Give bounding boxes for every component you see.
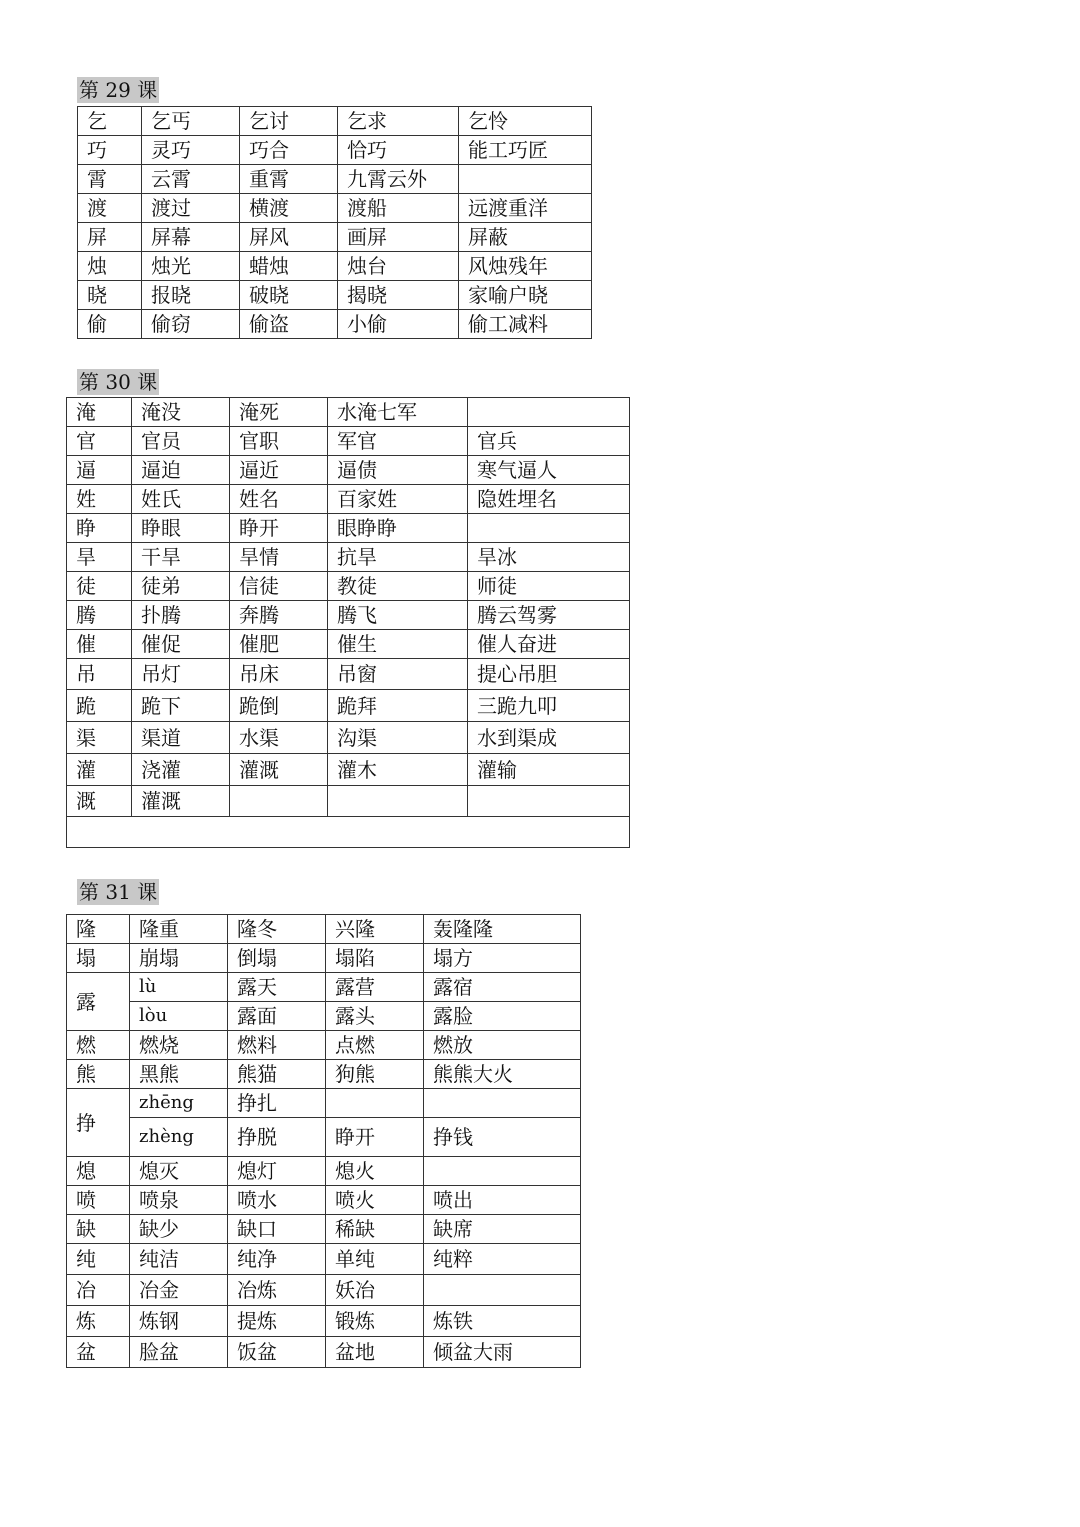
word-cell: 云霄 bbox=[142, 165, 240, 194]
word-cell: 露脸 bbox=[424, 1002, 581, 1031]
lesson-31-heading: 第 31 课 bbox=[79, 880, 158, 904]
lesson-30-table bbox=[66, 397, 630, 848]
word-cell: 腾云驾雾 bbox=[468, 601, 630, 630]
table-row bbox=[67, 1157, 581, 1186]
word-cell: 点燃 bbox=[326, 1031, 424, 1060]
word-cell: 旱冰 bbox=[468, 543, 630, 572]
word-cell: 妖冶 bbox=[326, 1275, 424, 1306]
word-cell: 冶金 bbox=[130, 1275, 228, 1306]
character-cell: 纯 bbox=[67, 1244, 130, 1275]
word-cell: 徒弟 bbox=[132, 572, 230, 601]
word-cell: 百家姓 bbox=[328, 485, 468, 514]
character-cell: 溉 bbox=[67, 786, 132, 817]
character-cell: 喷 bbox=[67, 1186, 130, 1215]
table-row bbox=[67, 1089, 581, 1118]
word-cell: 燃放 bbox=[424, 1031, 581, 1060]
word-cell: 跪倒 bbox=[230, 690, 328, 722]
word-cell: 淹没 bbox=[132, 398, 230, 427]
word-cell: 揭晓 bbox=[338, 281, 459, 310]
word-cell: 官兵 bbox=[468, 427, 630, 456]
word-cell: 催肥 bbox=[230, 630, 328, 659]
word-cell: 干旱 bbox=[132, 543, 230, 572]
word-cell: 乞讨 bbox=[240, 107, 338, 136]
table-row bbox=[67, 514, 630, 543]
word-cell: 冶炼 bbox=[228, 1275, 326, 1306]
word-cell: 狗熊 bbox=[326, 1060, 424, 1089]
word-cell: 乞怜 bbox=[459, 107, 592, 136]
word-cell: 灌输 bbox=[468, 754, 630, 786]
table-row bbox=[78, 310, 592, 339]
word-cell: 恰巧 bbox=[338, 136, 459, 165]
word-cell: 稀缺 bbox=[326, 1215, 424, 1244]
lesson-29-table bbox=[77, 106, 592, 339]
word-cell: 信徒 bbox=[230, 572, 328, 601]
character-cell: 挣 bbox=[67, 1089, 130, 1157]
word-cell: 远渡重洋 bbox=[459, 194, 592, 223]
word-cell: 露营 bbox=[326, 973, 424, 1002]
table-row bbox=[78, 252, 592, 281]
word-cell: 九霄云外 bbox=[338, 165, 459, 194]
table-row bbox=[78, 281, 592, 310]
word-cell: 师徒 bbox=[468, 572, 630, 601]
table-row bbox=[67, 1244, 581, 1275]
word-cell: 倾盆大雨 bbox=[424, 1337, 581, 1368]
character-cell: 渠 bbox=[67, 722, 132, 754]
character-cell: 缺 bbox=[67, 1215, 130, 1244]
character-cell: 旱 bbox=[67, 543, 132, 572]
word-cell: 逼迫 bbox=[132, 456, 230, 485]
pinyin-cell: lòu bbox=[130, 1002, 228, 1031]
character-cell: 隆 bbox=[67, 915, 130, 944]
word-cell: 灌溉 bbox=[132, 786, 230, 817]
word-cell: 隐姓埋名 bbox=[468, 485, 630, 514]
word-cell: 风烛残年 bbox=[459, 252, 592, 281]
word-cell: 燃料 bbox=[228, 1031, 326, 1060]
character-cell: 巧 bbox=[78, 136, 142, 165]
table-row bbox=[67, 1275, 581, 1306]
table-row bbox=[78, 136, 592, 165]
word-cell: 渡过 bbox=[142, 194, 240, 223]
character-cell: 偷 bbox=[78, 310, 142, 339]
character-cell: 塌 bbox=[67, 944, 130, 973]
word-cell: 纯洁 bbox=[130, 1244, 228, 1275]
table-row bbox=[67, 754, 630, 786]
lesson-31-table bbox=[66, 914, 581, 1368]
table-row bbox=[67, 456, 630, 485]
table-row bbox=[67, 543, 630, 572]
table-row bbox=[67, 1306, 581, 1337]
word-cell: 渡船 bbox=[338, 194, 459, 223]
table-row bbox=[67, 1031, 581, 1060]
word-cell: 偷工减料 bbox=[459, 310, 592, 339]
word-cell: 睁眼 bbox=[132, 514, 230, 543]
word-cell: 屏幕 bbox=[142, 223, 240, 252]
word-cell: 熊熊大火 bbox=[424, 1060, 581, 1089]
table-row bbox=[67, 572, 630, 601]
character-cell: 屏 bbox=[78, 223, 142, 252]
pinyin-cell: lù bbox=[130, 973, 228, 1002]
table-row bbox=[67, 944, 581, 973]
word-cell: 兴隆 bbox=[326, 915, 424, 944]
word-cell: 灌木 bbox=[328, 754, 468, 786]
table-row bbox=[67, 485, 630, 514]
word-cell: 官职 bbox=[230, 427, 328, 456]
word-cell: 屏风 bbox=[240, 223, 338, 252]
pinyin-cell: zhēng bbox=[130, 1089, 228, 1118]
word-cell: 缺少 bbox=[130, 1215, 228, 1244]
word-cell: 奔腾 bbox=[230, 601, 328, 630]
table-row bbox=[67, 630, 630, 659]
word-cell bbox=[468, 786, 630, 817]
word-cell: 熄灯 bbox=[228, 1157, 326, 1186]
word-cell: 抗旱 bbox=[328, 543, 468, 572]
table-row bbox=[67, 786, 630, 817]
word-cell: 喷水 bbox=[228, 1186, 326, 1215]
word-cell: 缺口 bbox=[228, 1215, 326, 1244]
table-row bbox=[78, 223, 592, 252]
word-cell bbox=[468, 398, 630, 427]
word-cell: 纯净 bbox=[228, 1244, 326, 1275]
word-cell: 挣扎 bbox=[228, 1089, 326, 1118]
character-cell: 跪 bbox=[67, 690, 132, 722]
word-cell: 喷泉 bbox=[130, 1186, 228, 1215]
character-cell: 露 bbox=[67, 973, 130, 1031]
word-cell: 提心吊胆 bbox=[468, 659, 630, 690]
character-cell: 燃 bbox=[67, 1031, 130, 1060]
character-cell: 炼 bbox=[67, 1306, 130, 1337]
word-cell: 盆地 bbox=[326, 1337, 424, 1368]
word-cell: 姓氏 bbox=[132, 485, 230, 514]
word-cell: 睁开 bbox=[230, 514, 328, 543]
word-cell: 破晓 bbox=[240, 281, 338, 310]
word-cell: 熊猫 bbox=[228, 1060, 326, 1089]
word-cell: 熄灭 bbox=[130, 1157, 228, 1186]
character-cell: 熊 bbox=[67, 1060, 130, 1089]
word-cell: 塌方 bbox=[424, 944, 581, 973]
word-cell bbox=[328, 786, 468, 817]
word-cell: 浇灌 bbox=[132, 754, 230, 786]
word-cell: 跪拜 bbox=[328, 690, 468, 722]
word-cell: 脸盆 bbox=[130, 1337, 228, 1368]
word-cell: 官员 bbox=[132, 427, 230, 456]
table-row bbox=[67, 690, 630, 722]
word-cell: 乞丐 bbox=[142, 107, 240, 136]
word-cell: 露头 bbox=[326, 1002, 424, 1031]
table-row bbox=[67, 398, 630, 427]
word-cell: 画屏 bbox=[338, 223, 459, 252]
word-cell: 倒塌 bbox=[228, 944, 326, 973]
word-cell: 报晓 bbox=[142, 281, 240, 310]
lesson-30-heading: 第 30 课 bbox=[79, 370, 158, 394]
character-cell: 淹 bbox=[67, 398, 132, 427]
word-cell bbox=[459, 165, 592, 194]
character-cell: 官 bbox=[67, 427, 132, 456]
word-cell: 屏蔽 bbox=[459, 223, 592, 252]
word-cell: 水到渠成 bbox=[468, 722, 630, 754]
word-cell: 寒气逼人 bbox=[468, 456, 630, 485]
word-cell: 挣钱 bbox=[424, 1118, 581, 1157]
character-cell: 冶 bbox=[67, 1275, 130, 1306]
word-cell: 沟渠 bbox=[328, 722, 468, 754]
word-cell: 吊窗 bbox=[328, 659, 468, 690]
character-cell: 腾 bbox=[67, 601, 132, 630]
word-cell: 灵巧 bbox=[142, 136, 240, 165]
word-cell: 塌陷 bbox=[326, 944, 424, 973]
word-cell: 纯粹 bbox=[424, 1244, 581, 1275]
table-row bbox=[67, 601, 630, 630]
table-row bbox=[67, 722, 630, 754]
word-cell: 家喻户晓 bbox=[459, 281, 592, 310]
word-cell: 露面 bbox=[228, 1002, 326, 1031]
word-cell: 水渠 bbox=[230, 722, 328, 754]
character-cell: 熄 bbox=[67, 1157, 130, 1186]
word-cell: 旱情 bbox=[230, 543, 328, 572]
table-row bbox=[67, 1186, 581, 1215]
word-cell: 锻炼 bbox=[326, 1306, 424, 1337]
word-cell: 隆重 bbox=[130, 915, 228, 944]
word-cell: 跪下 bbox=[132, 690, 230, 722]
word-cell: 炼铁 bbox=[424, 1306, 581, 1337]
word-cell: 乞求 bbox=[338, 107, 459, 136]
table-row bbox=[67, 915, 581, 944]
table-row bbox=[67, 1002, 581, 1031]
word-cell bbox=[230, 786, 328, 817]
word-cell: 挣脱 bbox=[228, 1118, 326, 1157]
word-cell: 偷盗 bbox=[240, 310, 338, 339]
word-cell: 渠道 bbox=[132, 722, 230, 754]
word-cell: 三跪九叩 bbox=[468, 690, 630, 722]
word-cell: 轰隆隆 bbox=[424, 915, 581, 944]
word-cell: 姓名 bbox=[230, 485, 328, 514]
word-cell bbox=[468, 514, 630, 543]
character-cell: 烛 bbox=[78, 252, 142, 281]
word-cell: 偷窃 bbox=[142, 310, 240, 339]
word-cell: 教徒 bbox=[328, 572, 468, 601]
word-cell bbox=[424, 1157, 581, 1186]
word-cell: 吊灯 bbox=[132, 659, 230, 690]
word-cell: 能工巧匠 bbox=[459, 136, 592, 165]
word-cell: 烛台 bbox=[338, 252, 459, 281]
character-cell: 渡 bbox=[78, 194, 142, 223]
word-cell bbox=[424, 1089, 581, 1118]
table-row bbox=[67, 659, 630, 690]
word-cell: 横渡 bbox=[240, 194, 338, 223]
word-cell: 露宿 bbox=[424, 973, 581, 1002]
table-row bbox=[67, 973, 581, 1002]
word-cell: 催人奋进 bbox=[468, 630, 630, 659]
word-cell: 隆冬 bbox=[228, 915, 326, 944]
word-cell: 炼钢 bbox=[130, 1306, 228, 1337]
character-cell: 霄 bbox=[78, 165, 142, 194]
word-cell: 扑腾 bbox=[132, 601, 230, 630]
word-cell: 军官 bbox=[328, 427, 468, 456]
word-cell: 饭盆 bbox=[228, 1337, 326, 1368]
word-cell: 喷火 bbox=[326, 1186, 424, 1215]
table-row bbox=[78, 194, 592, 223]
word-cell: 露天 bbox=[228, 973, 326, 1002]
word-cell bbox=[326, 1089, 424, 1118]
word-cell: 单纯 bbox=[326, 1244, 424, 1275]
lesson-29-heading: 第 29 课 bbox=[79, 78, 158, 102]
word-cell: 重霄 bbox=[240, 165, 338, 194]
word-cell: 崩塌 bbox=[130, 944, 228, 973]
character-cell: 盆 bbox=[67, 1337, 130, 1368]
word-cell: 熄火 bbox=[326, 1157, 424, 1186]
character-cell: 晓 bbox=[78, 281, 142, 310]
table-row bbox=[67, 1060, 581, 1089]
table-row-empty bbox=[67, 817, 630, 848]
word-cell: 淹死 bbox=[230, 398, 328, 427]
table-row bbox=[78, 107, 592, 136]
word-cell: 缺席 bbox=[424, 1215, 581, 1244]
character-cell: 灌 bbox=[67, 754, 132, 786]
word-cell: 灌溉 bbox=[230, 754, 328, 786]
word-cell: 睁开 bbox=[326, 1118, 424, 1157]
word-cell: 逼近 bbox=[230, 456, 328, 485]
character-cell: 逼 bbox=[67, 456, 132, 485]
table-row bbox=[67, 1118, 581, 1157]
character-cell: 吊 bbox=[67, 659, 132, 690]
character-cell: 徒 bbox=[67, 572, 132, 601]
table-row bbox=[67, 1337, 581, 1368]
character-cell: 催 bbox=[67, 630, 132, 659]
word-cell: 巧合 bbox=[240, 136, 338, 165]
word-cell: 催生 bbox=[328, 630, 468, 659]
character-cell: 姓 bbox=[67, 485, 132, 514]
word-cell: 喷出 bbox=[424, 1186, 581, 1215]
word-cell: 烛光 bbox=[142, 252, 240, 281]
pinyin-cell: zhèng bbox=[130, 1118, 228, 1157]
word-cell bbox=[424, 1275, 581, 1306]
word-cell: 燃烧 bbox=[130, 1031, 228, 1060]
table-row bbox=[67, 1215, 581, 1244]
word-cell: 提炼 bbox=[228, 1306, 326, 1337]
word-cell: 吊床 bbox=[230, 659, 328, 690]
table-row bbox=[78, 165, 592, 194]
word-cell: 黑熊 bbox=[130, 1060, 228, 1089]
character-cell: 乞 bbox=[78, 107, 142, 136]
word-cell: 逼债 bbox=[328, 456, 468, 485]
word-cell: 腾飞 bbox=[328, 601, 468, 630]
word-cell: 小偷 bbox=[338, 310, 459, 339]
word-cell: 眼睁睁 bbox=[328, 514, 468, 543]
character-cell: 睁 bbox=[67, 514, 132, 543]
word-cell: 蜡烛 bbox=[240, 252, 338, 281]
table-row bbox=[67, 427, 630, 456]
empty-cell bbox=[67, 817, 630, 848]
word-cell: 水淹七军 bbox=[328, 398, 468, 427]
word-cell: 催促 bbox=[132, 630, 230, 659]
